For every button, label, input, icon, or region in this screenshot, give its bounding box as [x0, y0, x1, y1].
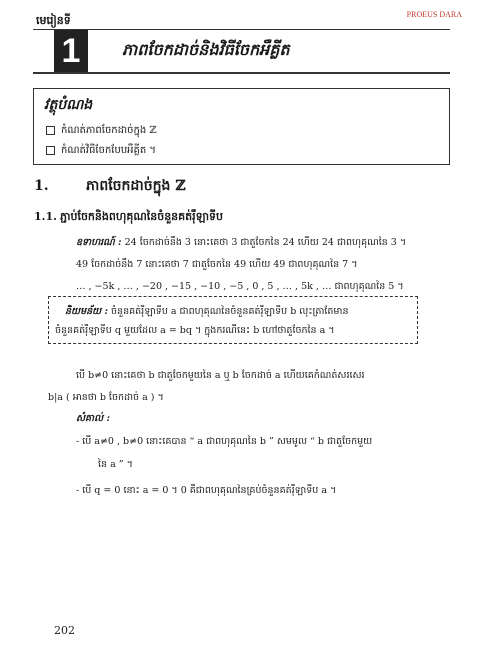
checkbox-icon	[46, 146, 55, 155]
note-line: - បើ a≠0 , b≠0 នោះគេបាន “ a ជាពហុគុណនៃ b ” សមមូល “ b ជាតួចែកមួយ	[76, 436, 373, 447]
objective-item	[46, 143, 156, 158]
paragraph-line: b|a ( អានថា b ចែកដាច់ a ) ។	[48, 392, 164, 403]
notes-label: សំគាល់ :	[76, 413, 110, 424]
definition-text: ចំនួនគត់រ៉ឺឡាទីប a ជាពហុគុណនៃចំនួនគត់រ៉ឺឡាទីប b លុះត្រាតែមាន	[111, 306, 349, 317]
chapter-number: 1	[54, 30, 88, 72]
definition-line: ចំនួនគត់រ៉ឺឡាទីប q មួយដែល a = bq ។ ក្នុងករណីនេះ b ហៅថាតួចែកនៃ a ។	[55, 325, 335, 336]
objectives-title: វត្ថុបំណង	[44, 97, 93, 113]
header-rule	[33, 29, 450, 30]
objective-item	[46, 123, 157, 138]
page-number: 202	[54, 624, 75, 637]
section-heading	[34, 176, 186, 197]
subsection-heading	[34, 210, 223, 226]
chapter-rule	[33, 72, 450, 74]
subsection-number: 1.1.	[34, 210, 57, 223]
checkbox-icon	[46, 126, 55, 135]
objectives-box	[33, 88, 450, 165]
example-line: 49 ចែកដាច់នឹង 7 នោះគេថា 7 ជាតួចែកនៃ 49 ហើយ 49 ជាពហុគុណនៃ 7 ។	[76, 259, 358, 270]
lesson-label: មេរៀនទី	[36, 14, 71, 27]
objective-text: កំណត់វិធីចែកបែបអឺគ្លីត ។	[61, 145, 156, 156]
example-text: 24 ចែកដាច់នឹង 3 នោះគេថា 3 ជាតួចែកនៃ 24 ហើយ 24 ជាពហុគុណនៃ 3 ។	[124, 237, 407, 248]
paragraph-line: បើ b≠0 នោះគេថា b ជាតួចែកមួយនៃ a ឬ b ចែកដាច់ a ហើយគេកំណត់សរសេរ	[76, 370, 365, 381]
subsection-title: ភ្ជាប់ចែកនិងពហុគុណនៃចំនួនគត់រ៉ឺឡាទីប	[60, 210, 224, 223]
chapter-title: ភាពចែកដាច់និងវិធីចែកអឺគ្លីត	[122, 40, 290, 59]
section-title: ភាពចែកដាច់ក្នុង ℤ	[86, 178, 186, 194]
note-line: នៃ a ” ។	[98, 459, 133, 470]
objective-text: កំណត់ភាពចែកដាច់ក្នុង ℤ	[61, 125, 157, 136]
brand-watermark: PROEUS DARA	[406, 10, 462, 19]
definition-line	[65, 305, 349, 319]
example-line	[76, 236, 406, 250]
definition-label: និយមន័យ :	[65, 306, 108, 317]
note-line: - បើ q = 0 នោះ a = 0 ។ 0 គឺជាពហុគុណនៃគ្រប់ចំនួនគត់រ៉ឺឡាទីប a ។	[76, 485, 337, 496]
example-line: … , −5k , … , −20 , −15 , −10 , −5 , 0 , 5 , … , 5k , … ជាពហុគុណនៃ 5 ។	[76, 281, 404, 292]
section-number: 1.	[34, 178, 49, 194]
example-label: ឧទាហរណ៍ :	[76, 237, 122, 248]
definition-box	[48, 296, 418, 344]
